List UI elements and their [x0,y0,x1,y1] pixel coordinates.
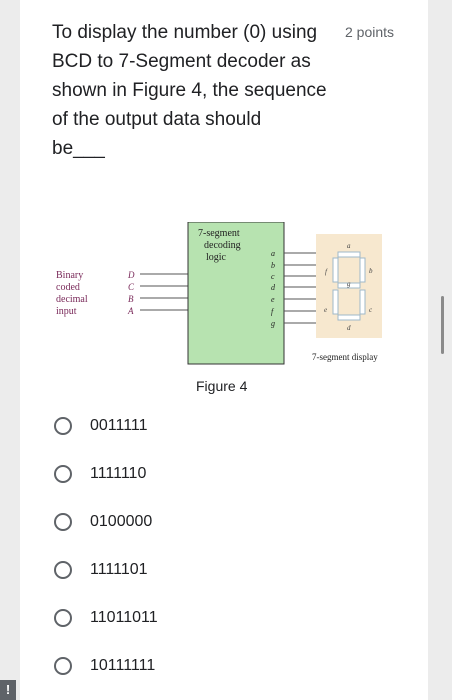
option-label: 0011111 [90,417,148,434]
segment-c [360,290,365,314]
output-pin-label: e [271,295,275,304]
option-6[interactable] [50,642,390,690]
segment-e [333,290,338,314]
decoder-label-line: decoding [204,240,241,251]
segment-a [338,252,360,257]
radio-button-icon[interactable] [54,561,72,579]
decoder-diagram-svg [48,222,398,372]
radio-button-icon[interactable] [54,513,72,531]
output-pin-label: b [271,261,275,270]
option-label: 10111111 [90,657,156,674]
decoder-label-line: 7-segment [198,228,240,239]
radio-button-icon[interactable] [54,417,72,435]
option-label: 1111101 [90,561,148,578]
segment-label: g [347,280,351,288]
input-label-line: Binary [56,270,84,281]
output-wires [284,253,316,323]
option-label: 1111110 [90,465,147,482]
input-pin-label: C [128,282,135,292]
option-4[interactable] [50,546,390,594]
figure-4-diagram [48,222,398,372]
radio-button-icon[interactable] [54,609,72,627]
options-list [50,402,390,690]
figure-caption: Figure 4 [196,378,248,394]
segment-b [360,258,365,282]
question-text: To display the number (0) using BCD to 7-Segment decoder as shown in Figure 4, the sequence of the output data should be___ [52,22,327,159]
input-label-line: coded [56,282,80,293]
radio-button-icon[interactable] [54,657,72,675]
points-label: 2 points [345,24,395,40]
segment-d [338,315,360,320]
segment-label: b [369,267,373,275]
alert-icon[interactable]: ! [0,680,16,700]
question-card [20,0,428,700]
input-label-line: decimal [56,294,88,305]
display-caption: 7-segment display [312,352,378,362]
output-pin-label: f [271,307,274,316]
segment-f [333,258,338,282]
input-wires [140,274,188,310]
segment-label: f [325,268,327,276]
option-5[interactable] [50,594,390,642]
option-label: 11011011 [90,609,158,626]
output-pin-label: a [271,249,275,258]
output-pin-label: g [271,319,275,328]
option-3[interactable] [50,498,390,546]
input-pin-label: B [128,294,134,304]
decoder-label-line: logic [206,252,226,263]
option-2[interactable] [50,450,390,498]
segment-label: d [347,324,351,332]
segment-label: e [324,306,328,314]
input-label-line: input [56,306,77,317]
input-pin-label: D [128,270,135,280]
input-pin-label: A [128,306,134,316]
segment-label: a [347,242,351,250]
output-pin-label: d [271,283,275,292]
segment-label: c [369,306,373,314]
option-1[interactable] [50,402,390,450]
option-label: 0100000 [90,513,153,530]
radio-button-icon[interactable] [54,465,72,483]
scrollbar-thumb[interactable] [441,296,444,354]
output-pin-label: c [271,272,275,281]
